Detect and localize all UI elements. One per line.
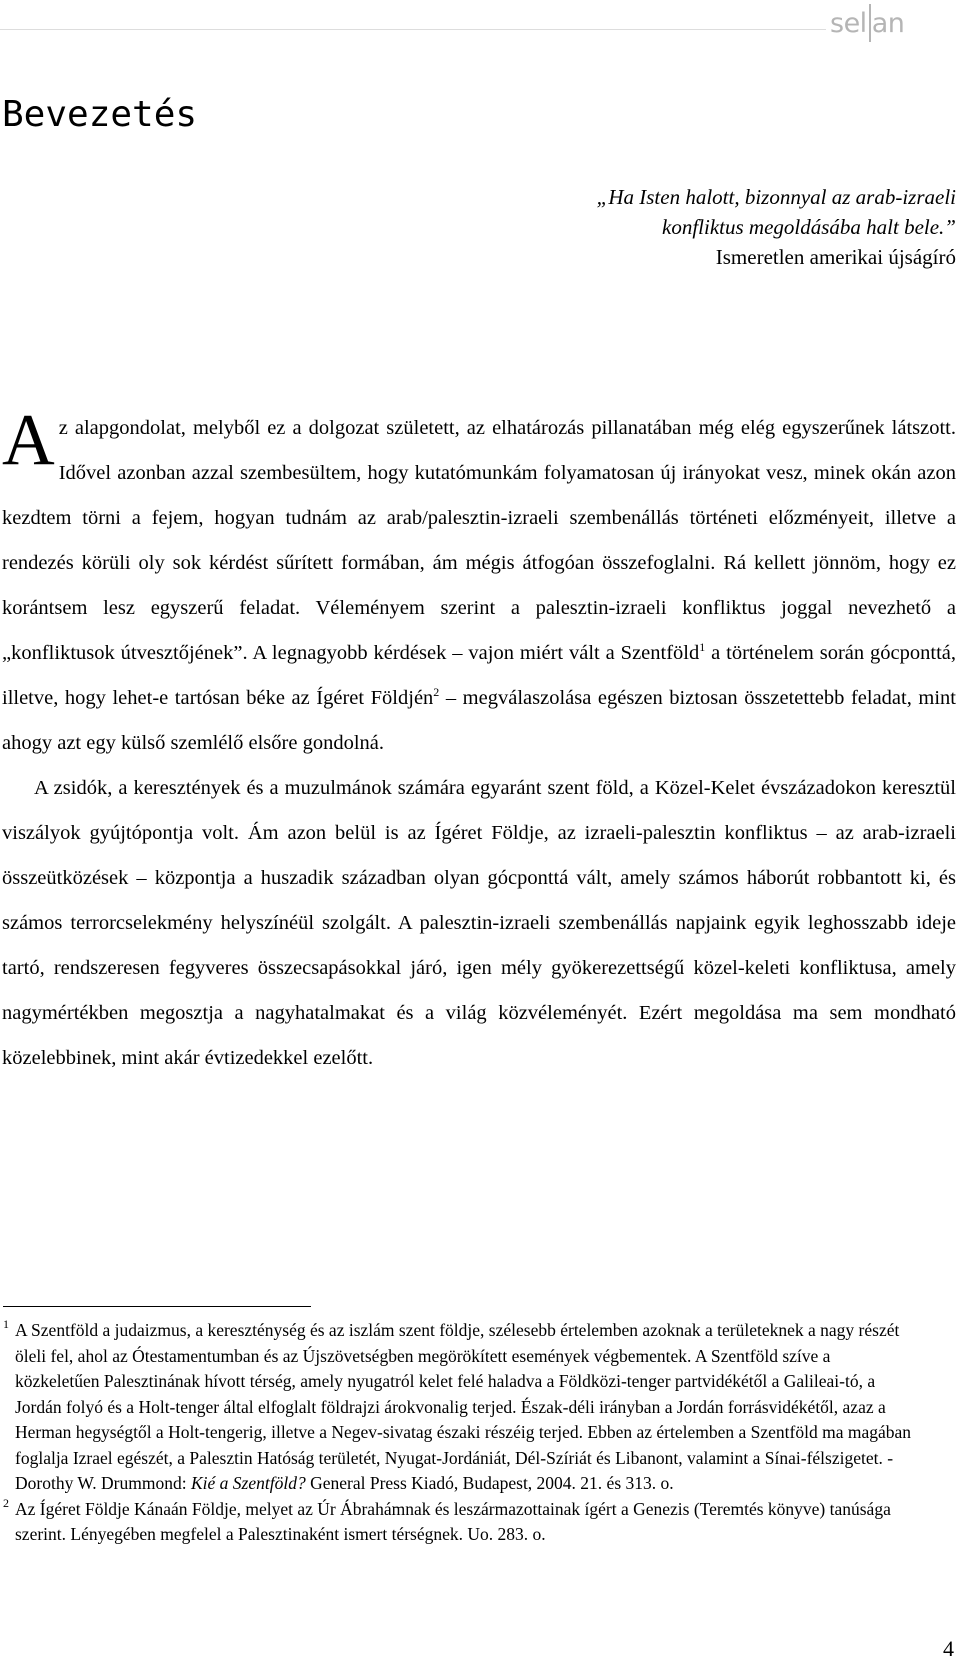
body-text bbox=[2, 399, 956, 1081]
epigraph bbox=[597, 182, 956, 272]
epigraph-line-2: konfliktus megoldásába halt bele.” bbox=[662, 215, 956, 239]
epigraph-line-1: „Ha Isten halott, bizonnyal az arab-izraeli bbox=[596, 185, 956, 209]
paragraph-1-text-b: a történelem során gócponttá, illetve, hogy lehet-e tartósan béke az Ígéret Földjén bbox=[2, 642, 956, 709]
footnote-separator bbox=[3, 1306, 311, 1307]
logo-text-right: an bbox=[871, 8, 905, 39]
footnote-mark-1: 1 bbox=[3, 1317, 9, 1331]
footnote-2 bbox=[3, 1497, 913, 1548]
paragraph-1 bbox=[2, 399, 956, 766]
footnotes bbox=[3, 1318, 913, 1548]
logo-text-left: sel bbox=[830, 8, 867, 39]
footnote-ref-2[interactable]: 2 bbox=[433, 685, 440, 700]
footnote-1-text-b: General Press Kiadó, Budapest, 2004. 21. és 313. o. bbox=[305, 1473, 674, 1493]
drop-cap: A bbox=[2, 399, 55, 480]
footnote-1-title: Kié a Szentföld? bbox=[190, 1473, 306, 1493]
footnote-ref-1[interactable]: 1 bbox=[699, 640, 706, 655]
paragraph-1-text-a: z alapgondolat, melyből ez a dolgozat született, az elhatározás pillanatában még elég egyszerűnek látszott. Idővel azonban azzal szembesültem, hogy kutatómunkám folyamatosan új irányokat vesz, minek okán azon kezdtem törni a fejem, hogyan tudnám az arab/palesztin-izraeli szembenállás történeti előzményeit, illetve a rendezés körüli oly sok kérdést sűrített formában, ám mégis átfogóan összefoglalni. Rá kellett jönnöm, hogy ez korántsem lesz egyszerű feladat. Véleményem szerint a palesztin-izraeli konfliktus joggal nevezhető a „konfliktusok útvesztőjének”. A legnagyobb kérdések – vajon miért vált a Szentföld bbox=[2, 417, 956, 664]
header-rule bbox=[0, 29, 826, 30]
publisher-logo bbox=[830, 4, 904, 52]
paragraph-2: A zsidók, a keresztények és a muzulmánok számára egyaránt szent föld, a Közel-Kelet évszázadokon keresztül viszályok gyújtópontja volt. Ám azon belül is az Ígéret Földje, az izraeli-palesztin konfliktus – az arab-izraeli összeütközések – központja a huszadik században olyan gócponttá vált, amely számos háborút robbantott ki, és számos terrorcselekmény helyszínéül szolgált. A palesztin-izraeli szembenállás napjaink egyik leghosszabb ideje tartó, rendszeresen fegyveres összecsapásokkal járó, igen mély gyökerezettségű közel-keleti konfliktusa, amely nagymértékben megosztja a nagyhatalmakat és a világ közvéleményét. Ezért megoldása ma sem mondható közelebbinek, mint akár évtizedekkel ezelőtt. bbox=[2, 777, 956, 1069]
footnote-2-text: Az Ígéret Földje Kánaán Földje, melyet az Úr Ábrahámnak és leszármazottainak ígért a Genezis (Teremtés könyve) tanúsága szerint. Lényegében megfelel a Palesztinaként ismert térségnek. Uo. 283. o. bbox=[15, 1498, 891, 1544]
epigraph-attribution: Ismeretlen amerikai újságíró bbox=[715, 245, 956, 269]
footnote-1-text-a: A Szentföld a judaizmus, a kereszténység és az iszlám szent földje, szélesebb értelemben azoknak a területeknek a nagy részét öleli fel, ahol az Ótestamentumban és az Újszövetségben megörökített események végbementek. A Szentföld szíve a közkeletűen Palesztinának hívott térség, amely nyugatról kelet felé haladva a Földközi-tenger partvidékétől a Galileai-tó, a Jordán folyó és a Holt-tenger által elfoglalt földrajzi árokvonalig terjed. Észak-déli irányban a Jordán forrásvidékétől, azaz a Herman hegységtől a Holt-tengerig, illetve a Negev-sivatag északi részéig terjed. Ebben az értelemben a Szentföld ma magában foglalja Izrael egészét, a Palesztin Hatóság területét, Nyugat-Jordániát, Dél-Szíriát és Libanont, valamint a Sínai-félszigetet. - Dorothy W. Drummond: bbox=[15, 1320, 912, 1493]
footnote-1 bbox=[3, 1318, 913, 1497]
footnote-mark-2: 2 bbox=[3, 1495, 9, 1510]
logo-bar bbox=[869, 4, 871, 42]
paragraph-1-text-c: – megválaszolása egészen biztosan összetettebb feladat, mint ahogy azt egy külső szemlélő elsőre gondolná. bbox=[2, 687, 956, 754]
chapter-heading: Bevezetés bbox=[2, 94, 198, 135]
page-number: 4 bbox=[943, 1636, 954, 1661]
